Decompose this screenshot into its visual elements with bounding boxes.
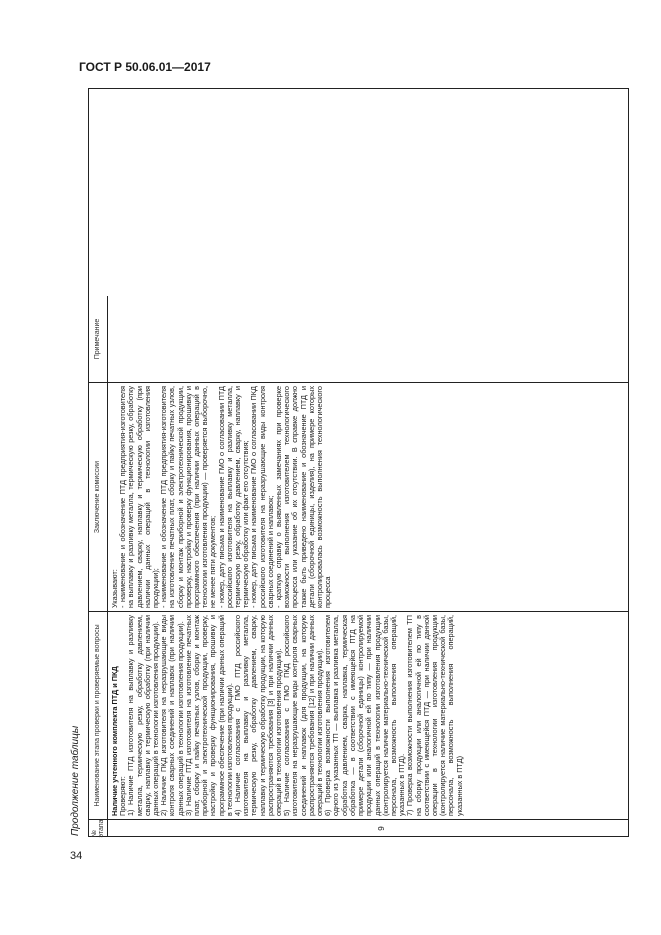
column-header-stage: № этапа [88, 819, 108, 837]
check-item: 1) Наличие ПТД изготовителя на выплавку и разливку металла, термическую резку, обработку давлением, сварку, наплавку и термическую обработку (при наличии данных операций в технологии изготовления продукции). [126, 615, 161, 816]
column-header-note: Примечание [88, 296, 108, 382]
continuation-label: Продолжение таблицы [70, 725, 81, 836]
note-cell [108, 296, 629, 382]
check-item: 2) Наличие ПКД изготовителя на неразрушающие виды контроля сварных соединений и наплавок (при наличии данных операций в технологии изготовления продукции). [159, 615, 185, 816]
conclusion-cell [108, 382, 629, 611]
check-item: 4) Наличие согласования с ГМО ПТД российского изготовителя на выплавку и разливку металла, термическую резку, обработку давлением, сварку, наплавку и термическую обработку продукции, на которую распространяются требования [3] и при наличии данных операций в технологии изготовления продукции). [233, 615, 284, 816]
column-header-checks: Наименование этапа проверки и проверяемые вопросы [88, 611, 108, 819]
check-item: 5) Наличие согласования с ГМО ПКД российского изготовителя на неразрушающие виды контроля сварных соединений и наплавок (для продукции, на которую распространяются требования [12] и при наличии данных операций в технологии изготовления продукции). [282, 615, 325, 816]
conclusion-intro: Указывают: [110, 569, 119, 608]
checks-title: Наличие учтенного комплекта ПТД и ПКД [110, 666, 119, 816]
conclusion-item: - номер, дату письма и наименование ГМО о согласовании ПТД российского изготовителя на выплавку и разливку металла, термическую резку, обработку давлением, сварку, наплавку и термическую обработку или факт его отсутствия; [216, 386, 251, 608]
conclusion-item: - наименование и обозначение ПТД предприятия-изготовителя на изготовление печатных плат, сборку и пайку печатных узлов, сборку и монтаж приборной и электротехнической продукции, проверку, настройку и проверку функционирования, прошивку и программного обеспечения (при наличии данных операций в технологии изготовления продукции) — проверяется выборочно, не менее пяти документов; [159, 386, 218, 608]
conclusion-item: - наименование и обозначение ПТД предприятия-изготовителя на выплавку и разливку металла, термическую резку, обработку давлением, сварку, наплавку и термическую обработку (при наличии данных операций в технологии изготовления продукции); [118, 386, 161, 608]
check-item: 6) Проверка возможности выполнения изготовителем одного из указанных ТП — выплавка и разливка металла, обработка давлением, сварка, наплавка, термическая обработка — в соответствии с имеющейся ПТД на примере детали (сборочной единицы) контролируемой продукции или аналогичной ей по типу — при наличии данных операций в технологии изготовления продукции (контролируется наличие материально-технической базы, персонала, возможность выполнения операций, указанных в ПТД). [323, 615, 407, 816]
conclusion-item: - краткую справку о выявленных замечаниях при проверке возможности выполнения изготовителем технологического процесса или указание об их отсутствии. В справке должно также быть приведено наименование и обозначение ПТД и детали (сборочной единицы, изделия), на примере которых контролировалась возможность выполнения технологического процесса [274, 386, 333, 608]
stage-number: 9 [108, 819, 629, 837]
checks-cell [108, 611, 629, 819]
page-number: 34 [70, 850, 83, 862]
check-item: 7) Проверка возможности выполнения изготовителем ТП на сборку продукции или аналогичной ей по типу в соответствии с имеющейся ПТД — при наличии данной операции в технологии изготовления продукции (контролируется наличие материально-технической базы, персонала, возможность выполнения операций, указанных в ПТД) [405, 615, 464, 816]
column-header-conclusion: Заключение комиссии [88, 382, 108, 611]
document-header: ГОСТ Р 50.06.01—2017 [79, 60, 211, 74]
requirements-table [88, 88, 629, 837]
conclusion-item: - номер, дату письма и наименование ГМО о согласовании ПКД российского изготовителя на неразрушающие виды контроля сварных соединений и наплавок; [249, 386, 275, 608]
check-item: 3) Наличие ПТД изготовителя на изготовление печатных плат, сборку и пайку печатных узлов, сборку и монтаж приборной и электротехнической продукции, проверку, настройку и проверку функционирования, прошивку и программное обеспечение (при наличии данных операций в технологии изготовления продукции). [183, 615, 234, 816]
checks-intro: Проверяют: [118, 776, 128, 816]
